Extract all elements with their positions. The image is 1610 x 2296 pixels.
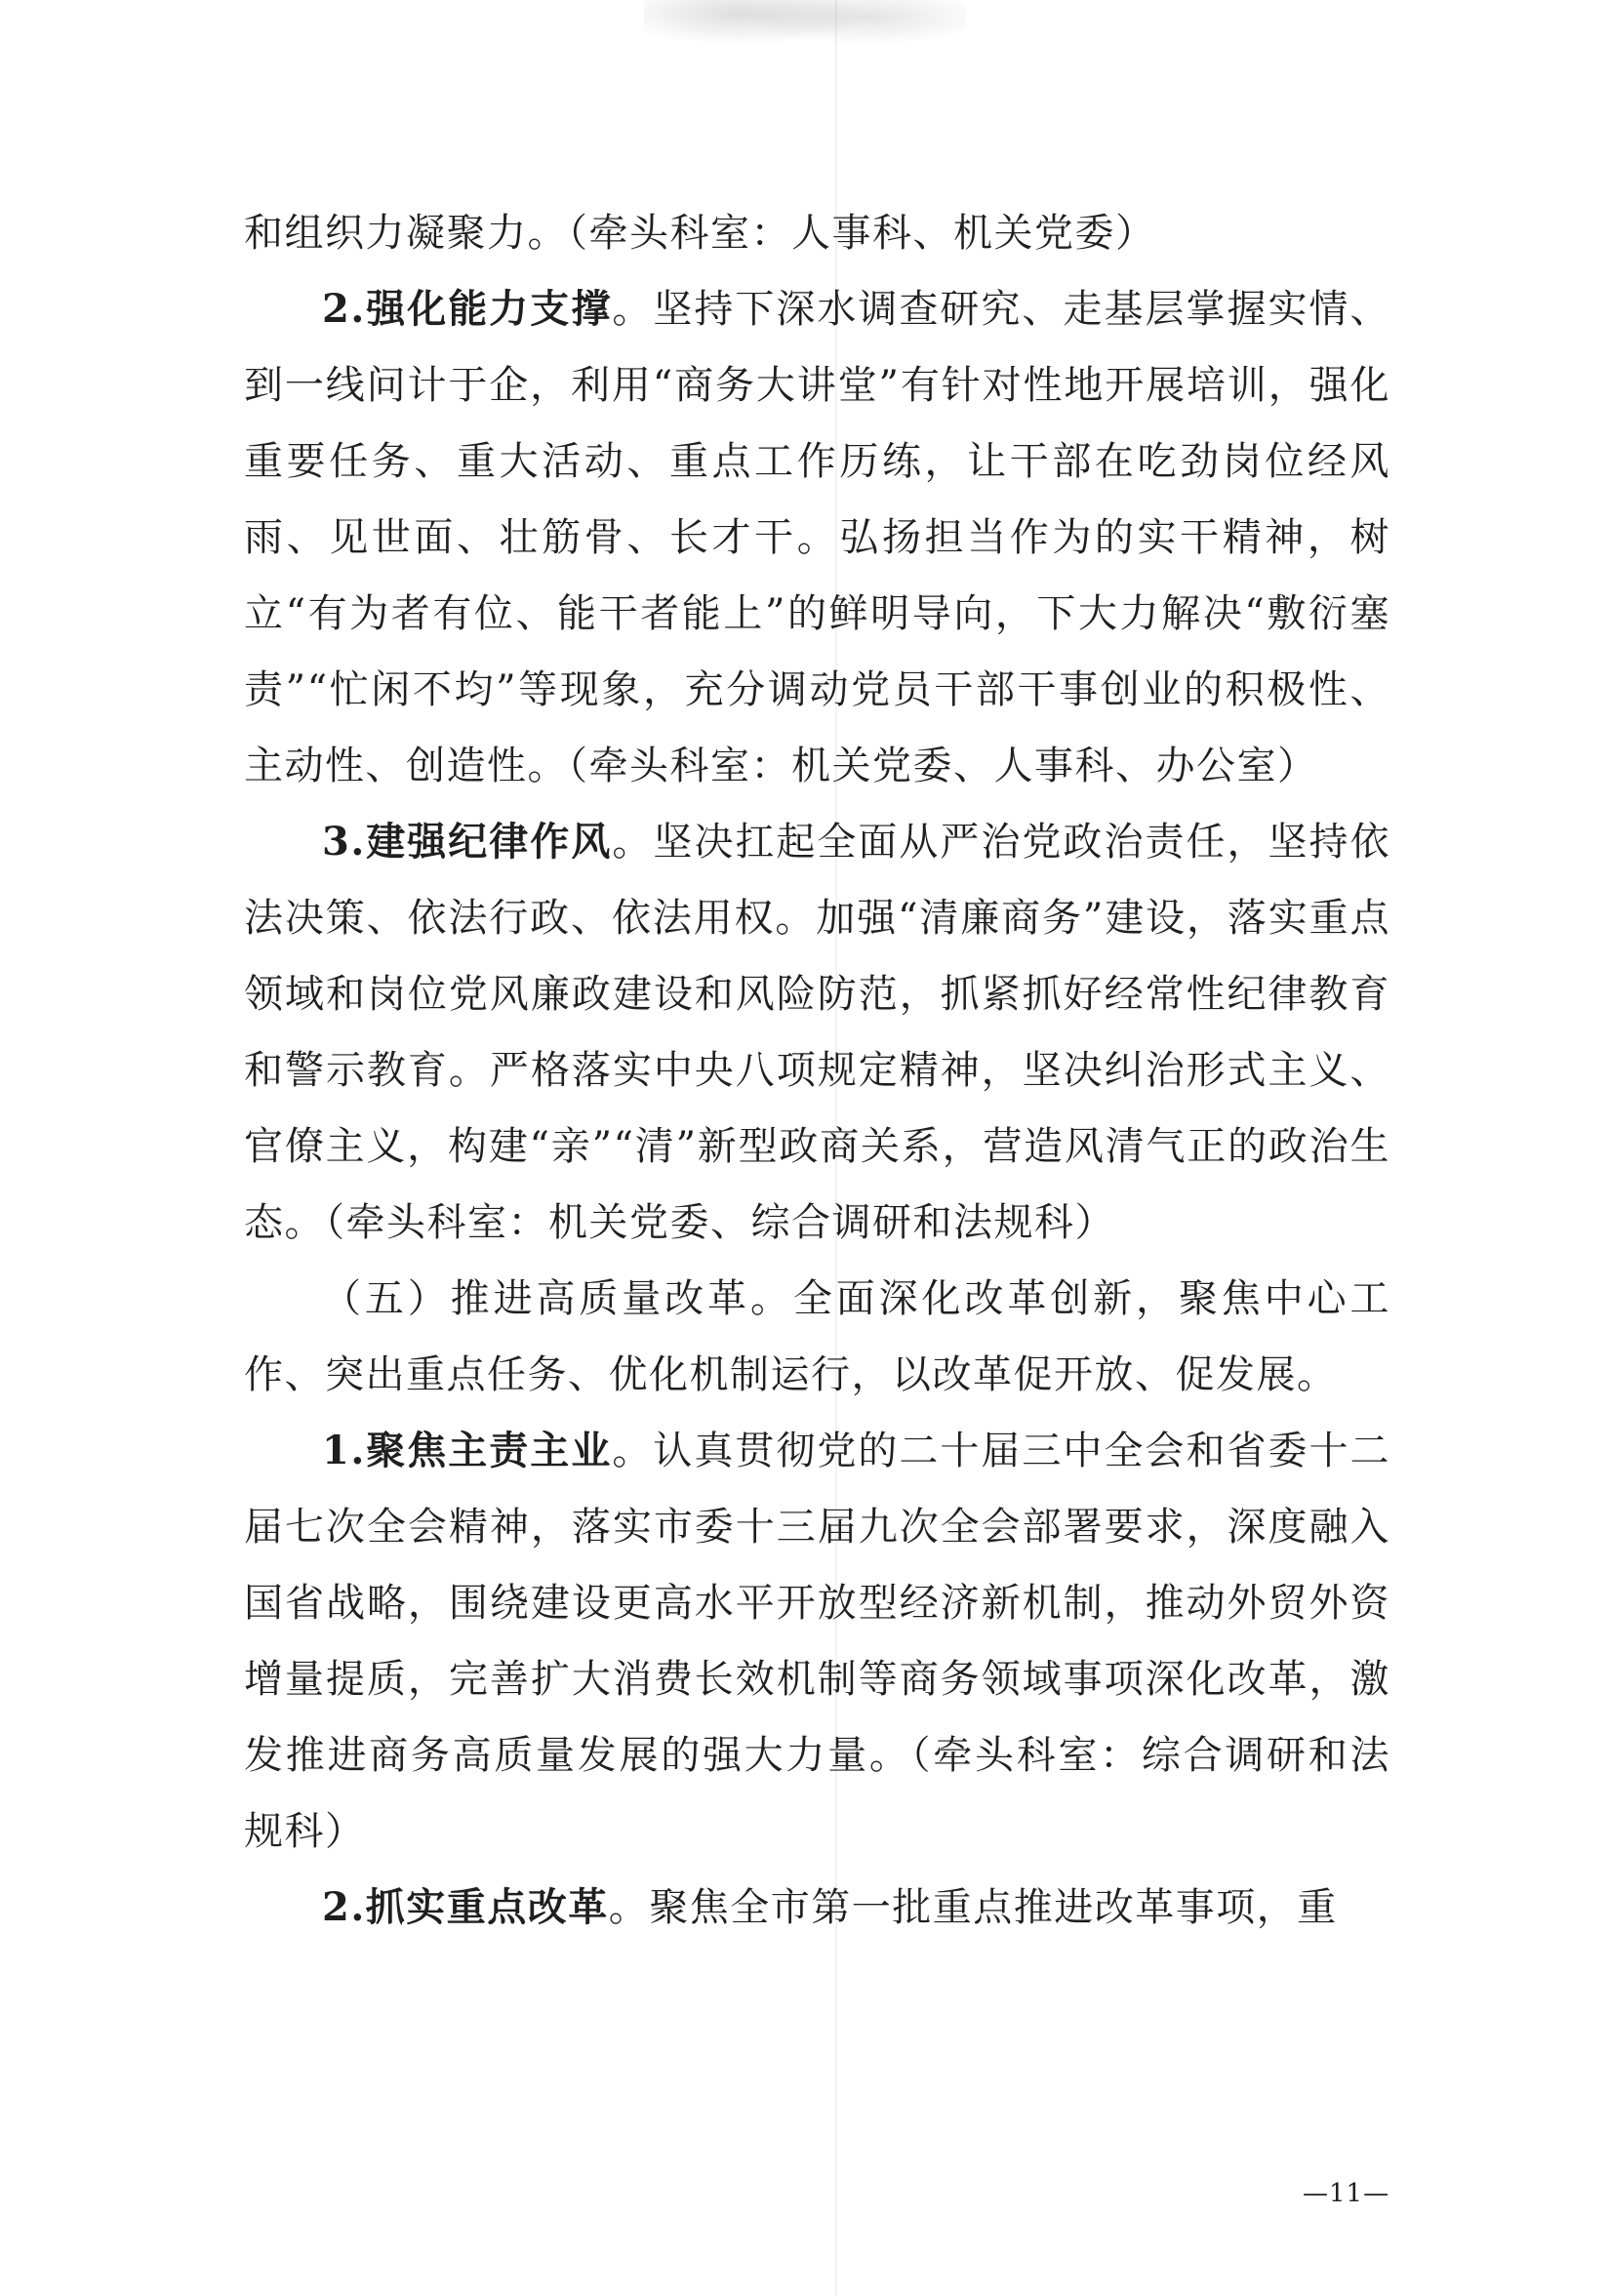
- paragraph-main-responsibility: [244, 1413, 1390, 1870]
- page-number: —11—: [1303, 2179, 1390, 2208]
- paragraph-text: 。坚持下深水调查研究、走基层掌握实情、到一线问计于企，利用“商务大讲堂”有针对性地开展培训，强化重要任务、重大活动、重点工作历练，让干部在吃劲岗位经风雨、见世面、壮筋骨、长才干。弘扬担当作为的实干精神，树立“有为者有位、能干者能上”的鲜明导向，下大力解决“敷衍塞责”“忙闲不均”等现象，充分调动党员干部干事创业的积极性、主动性、创造性。（牵头科室：机关党委、人事科、办公室）: [244, 287, 1390, 788]
- paragraph-text: 。认真贯彻党的二十届三中全会和省委十二届七次全会精神，落实市委十三届九次全会部署要求，深度融入国省战略，围绕建设更高水平开放型经济新机制，推动外贸外资增量提质，完善扩大消费长效机制等商务领域事项深化改革，激发推进商务高质量发展的强大力量。（牵头科室：综合调研和法规科）: [244, 1429, 1390, 1854]
- paragraph-key-reform: [244, 1870, 1390, 1946]
- paragraph-section-five: [244, 1261, 1390, 1413]
- paragraph-continuation: [244, 195, 1390, 271]
- paragraph-capability-support: [244, 271, 1390, 804]
- paragraph-discipline-style: [244, 804, 1390, 1261]
- paragraph-heading: 2.强化能力支撑: [322, 286, 613, 332]
- paragraph-text: 和组织力凝聚力。（牵头科室：人事科、机关党委）: [244, 211, 1156, 256]
- paragraph-text: 。聚焦全市第一批重点推进改革事项，重: [608, 1885, 1338, 1930]
- paragraph-heading: 1.聚焦主责主业: [322, 1428, 613, 1473]
- paragraph-text: （五）推进高质量改革。全面深化改革创新，聚焦中心工作、突出重点任务、优化机制运行，以改革促开放、促发展。: [244, 1276, 1390, 1397]
- scan-artifact: [644, 0, 966, 68]
- document-page: [244, 195, 1390, 1946]
- paragraph-text: 。坚决扛起全面从严治党政治责任，坚持依法决策、依法行政、依法用权。加强“清廉商务”建设，落实重点领域和岗位党风廉政建设和风险防范，抓紧抓好经常性纪律教育和警示教育。严格落实中央八项规定精神，坚决纠治形式主义、官僚主义，构建“亲”“清”新型政商关系，营造风清气正的政治生态。（牵头科室：机关党委、综合调研和法规科）: [244, 820, 1390, 1245]
- paragraph-heading: 2.抓实重点改革: [322, 1884, 609, 1930]
- paragraph-heading: 3.建强纪律作风: [322, 819, 613, 865]
